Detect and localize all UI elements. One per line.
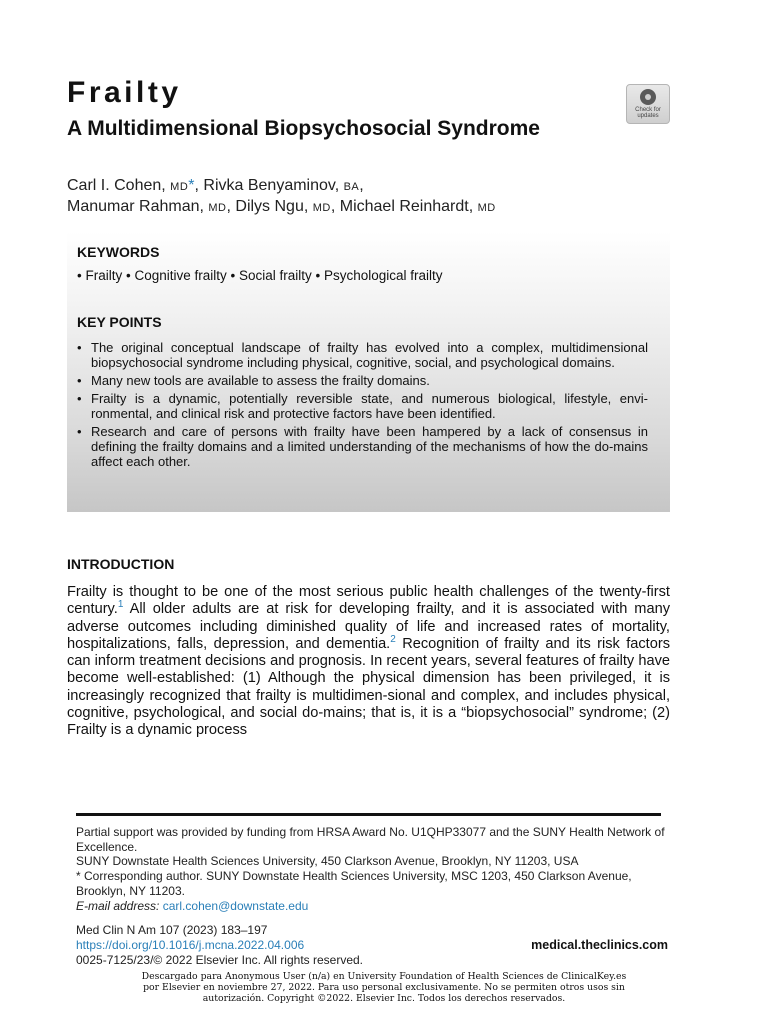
key-point-item: • Research and care of persons with frailty have been hampered by a lack of consensus in defining the frailty domains and a limited understanding of the mechanisms of how the do-mains affect each other. bbox=[77, 424, 648, 469]
corresponding-author-note: * Corresponding author. SUNY Downstate Health Sciences University, MSC 1203, 450 Clarkson Avenue, Brooklyn, NY 11203. bbox=[76, 869, 632, 898]
check-for-updates-icon bbox=[640, 89, 656, 105]
introduction-heading: INTRODUCTION bbox=[67, 556, 175, 572]
author-name: , Michael Reinhardt, bbox=[330, 198, 478, 215]
article-title: Frailty bbox=[67, 76, 182, 109]
author-line-2 bbox=[67, 197, 496, 218]
keywords-heading: KEYWORDS bbox=[77, 244, 160, 260]
key-point-item: • Many new tools are available to assess the frailty domains. bbox=[77, 373, 648, 388]
keywords-list: • Frailty • Cognitive frailty • Social frailty • Psychological frailty bbox=[77, 268, 443, 283]
reference-link[interactable]: 2 bbox=[390, 634, 396, 646]
author-degree: MD bbox=[208, 202, 227, 214]
author-degree: MD bbox=[170, 181, 189, 193]
article-subtitle: A Multidimensional Biopsychosocial Syndrome bbox=[67, 117, 540, 140]
doi-link[interactable]: https://doi.org/10.1016/j.mcna.2022.04.006 bbox=[76, 938, 305, 952]
badge-label-line1: Check for bbox=[635, 107, 661, 113]
badge-label-line2: updates bbox=[637, 113, 659, 119]
author-line-1 bbox=[67, 176, 496, 197]
author-list bbox=[67, 176, 496, 218]
email-label: E-mail address: bbox=[76, 899, 160, 913]
intro-text: Recognition of frailty and its risk factors can inform treatment decisions and prognosis. In recent years, several features of frailty have become well-established: (1) Although the physical dimension has been privileged, it is increasingly recognized that frailty is multidimen-sional and complex, and includes physical, cognitive, psychological, and social do-mains; that is, it is a “biopsychosocial” syndrome; (2) Frailty is a dynamic process bbox=[67, 635, 670, 739]
author-degree: BA bbox=[343, 181, 360, 193]
download-notice: Descargado para Anonymous User (n/a) en University Foundation of Health Sciences de ClinicalKey.es por Elsevier en noviembre 27, 2022. Para uso personal exclusivamente. No se permiten otros usos sin autorización. Copyright ©2022. Elsevier Inc. Todos los derechos reservados. bbox=[141, 971, 627, 1004]
key-points-list bbox=[77, 340, 648, 472]
author-name: Manumar Rahman, bbox=[67, 198, 209, 215]
journal-citation: Med Clin N Am 107 (2023) 183–197 bbox=[76, 923, 268, 937]
key-point-item: • Frailty is a dynamic, potentially reversible state, and numerous biological, lifestyle, envi-ronmental, and clinical risk and protective factors have been identified. bbox=[77, 391, 648, 421]
intro-text: All older adults are at risk for developing frailty, and it is associated with many adverse outcomes including diminished quality of life and increased rates of mortality, hospitalizations, falls, depression, and dementia. bbox=[67, 601, 670, 652]
author-name: Carl I. Cohen, bbox=[67, 177, 171, 194]
check-for-updates-button[interactable] bbox=[626, 84, 670, 124]
keywords-keypoints-box bbox=[67, 232, 670, 512]
corresponding-author-link[interactable]: * bbox=[188, 177, 195, 194]
journal-website: medical.theclinics.com bbox=[531, 938, 668, 952]
footnote-divider bbox=[76, 813, 661, 816]
author-separator: , bbox=[359, 177, 364, 194]
issn-copyright: 0025-7125/23/© 2022 Elsevier Inc. All rights reserved. bbox=[76, 953, 364, 967]
author-degree: MD bbox=[312, 202, 331, 214]
author-name: , Rivka Benyaminov, bbox=[194, 177, 344, 194]
key-points-heading: KEY POINTS bbox=[77, 314, 162, 330]
affiliation-note: SUNY Downstate Health Sciences University, 450 Clarkson Avenue, Brooklyn, NY 11203, USA bbox=[76, 854, 579, 868]
introduction-paragraph bbox=[67, 584, 670, 740]
email-line bbox=[76, 899, 666, 914]
email-link[interactable]: carl.cohen@downstate.edu bbox=[162, 899, 309, 913]
reference-link[interactable]: 1 bbox=[117, 599, 124, 611]
funding-note: Partial support was provided by funding from HRSA Award No. U1QHP33077 and the SUNY Health Network of Excellence. bbox=[76, 825, 665, 854]
intro-text: Frailty is thought to be one of the most serious public health challenges of the twenty-first century. bbox=[67, 584, 670, 618]
author-degree: MD bbox=[477, 202, 496, 214]
key-point-item: • The original conceptual landscape of frailty has evolved into a complex, multidimensional biopsychosocial syndrome including physical, cognitive, social, and psychological domains. bbox=[77, 340, 648, 370]
author-name: , Dilys Ngu, bbox=[226, 198, 313, 215]
